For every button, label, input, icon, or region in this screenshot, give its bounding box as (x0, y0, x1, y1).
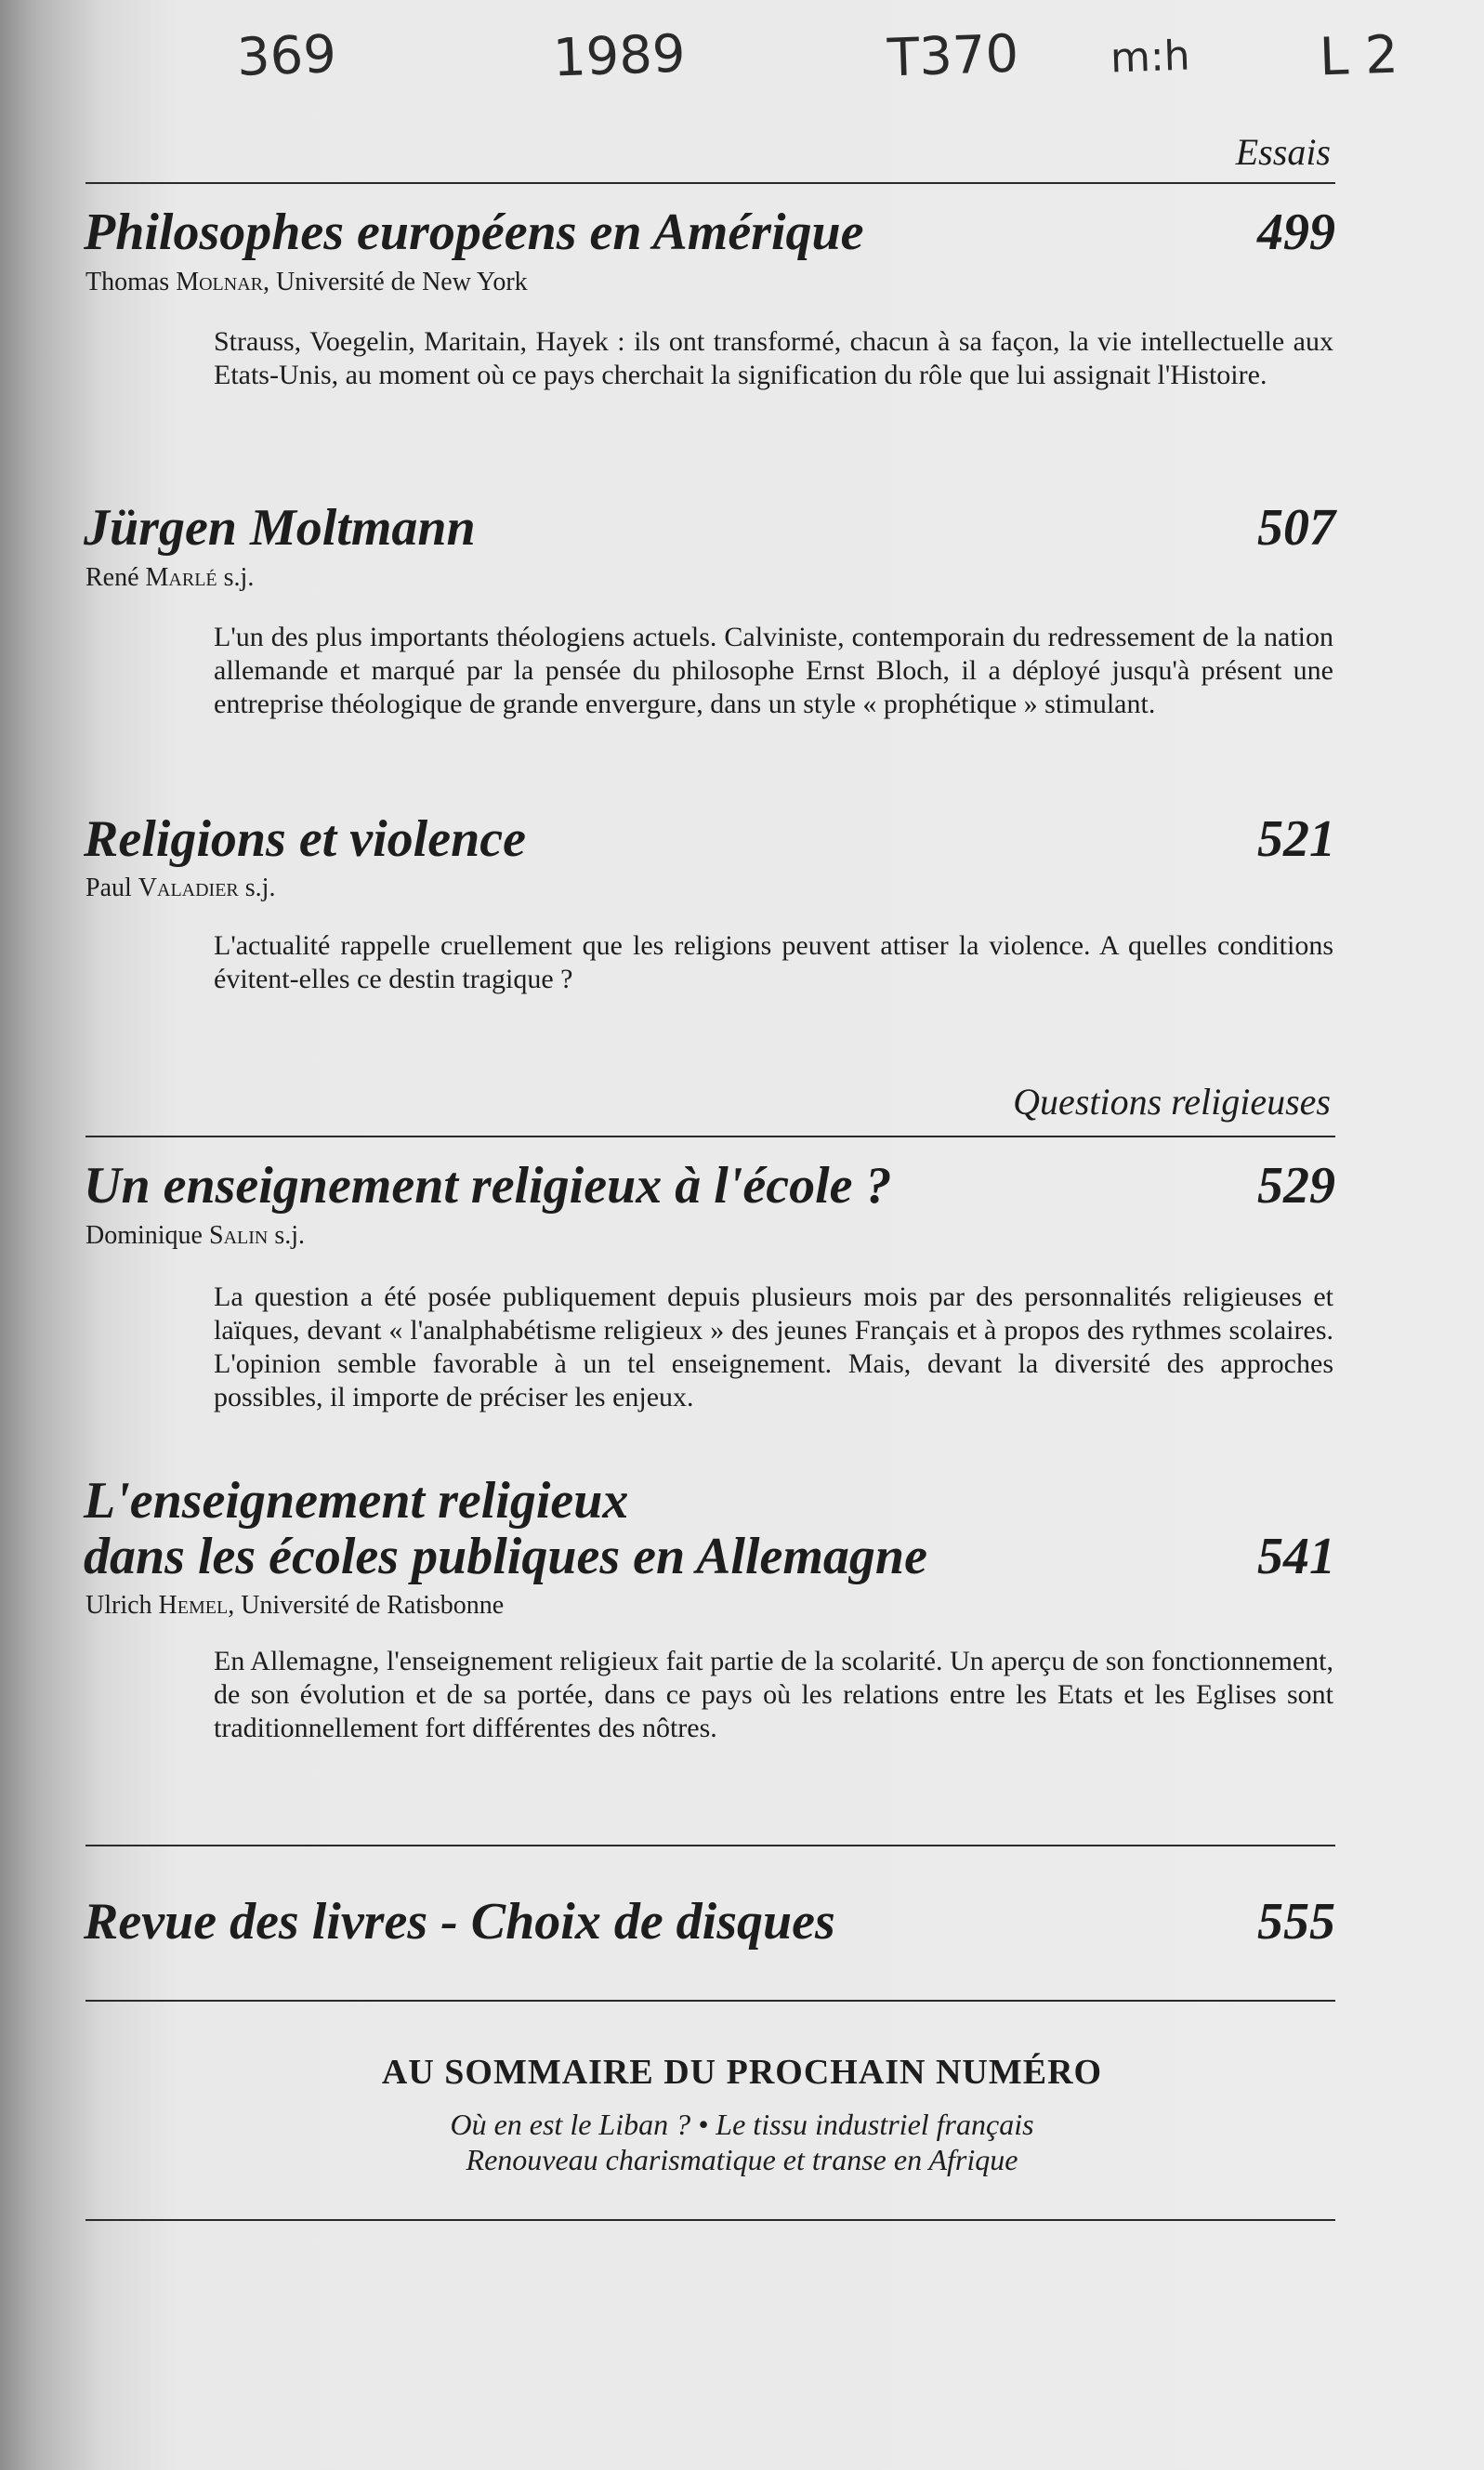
article-author: Thomas Molnar, Université de New York (85, 268, 528, 296)
next-issue-line-1: Où en est le Liban ? • Le tissu industriel français (450, 2108, 1034, 2141)
article-author: René Marlé s.j. (85, 563, 255, 592)
section-rule (85, 1136, 1335, 1137)
review-title: Revue des livres - Choix de disques (84, 1893, 835, 1951)
article-page-number: 541 (1257, 1528, 1335, 1585)
article-description: La question a été posée publiquement depuis plusieurs mois par des personnalités religieuses et laïques, devant « l'analphabétisme religieux » des jeunes Français et à propos des rythmes scolaires. L'opinion semble favorable à un tel enseignement. Mais, devant la diversité des approches possibles, il importe de préciser les enjeux. (214, 1281, 1333, 1412)
article-description: Strauss, Voegelin, Maritain, Hayek : ils ont transformé, chacun à sa façon, la vie intellectuelle aux Etats-Unis, au moment où ce pays cherchait la signification du rôle que lui assignait l'Histoire. (214, 326, 1333, 390)
review-rule-bottom (85, 2000, 1335, 2002)
article-title: Philosophes européens en Amérique (84, 204, 864, 261)
article-title: Religions et violence (84, 810, 526, 868)
section-rule (85, 182, 1335, 184)
article-author: Paul Valadier s.j. (85, 874, 276, 902)
article-title: Jürgen Moltmann (84, 499, 476, 557)
review-rule-top (85, 1845, 1335, 1846)
handwritten-note-5: L 2 (1318, 24, 1399, 88)
review-page-number: 555 (1257, 1893, 1335, 1951)
handwritten-note-2: 1989 (551, 23, 687, 89)
next-issue-heading: AU SOMMAIRE DU PROCHAIN NUMÉRO (381, 2053, 1103, 2092)
article-title-line-2: dans les écoles publiques en Allemagne (84, 1528, 927, 1585)
article-description: En Allemagne, l'enseignement religieux fait partie de la scolarité. Un aperçu de son fonctionnement, de son évolution et de sa portée, dans ce pays où les relations entre les Etats et les Eglises sont traditionnellement fort différentes des nôtres. (214, 1646, 1333, 1743)
section-heading-essais: Essais (1235, 131, 1331, 173)
article-page-number: 499 (1257, 204, 1335, 261)
next-issue-line-2: Renouveau charismatique et transe en Afrique (466, 2143, 1018, 2176)
article-page-number: 521 (1257, 810, 1335, 868)
handwritten-note-4: m:h (1110, 32, 1191, 83)
article-page-number: 507 (1257, 499, 1335, 557)
article-page-number: 529 (1257, 1157, 1335, 1215)
article-description: L'un des plus importants théologiens actuels. Calviniste, contemporain du redressement de la nation allemande et marqué par la pensée du philosophe Ernst Bloch, il a déployé jusqu'à présent une entreprise théologique de grande envergure, dans un style « prophétique » stimulant. (214, 622, 1333, 719)
handwritten-note-1: 369 (235, 24, 337, 88)
article-title-line-1: L'enseignement religieux (84, 1472, 629, 1530)
footer-rule (85, 2219, 1335, 2221)
article-title: Un enseignement religieux à l'école ? (84, 1157, 892, 1215)
article-author: Dominique Salin s.j. (85, 1221, 306, 1250)
handwritten-note-3: T370 (886, 23, 1020, 89)
section-heading-questions-religieuses: Questions religieuses (1013, 1081, 1331, 1123)
article-description: L'actualité rappelle cruellement que les religions peuvent attiser la violence. A quelles conditions évitent-elles ce destin tragique ? (214, 930, 1333, 994)
article-author: Ulrich Hemel, Université de Ratisbonne (85, 1591, 505, 1620)
